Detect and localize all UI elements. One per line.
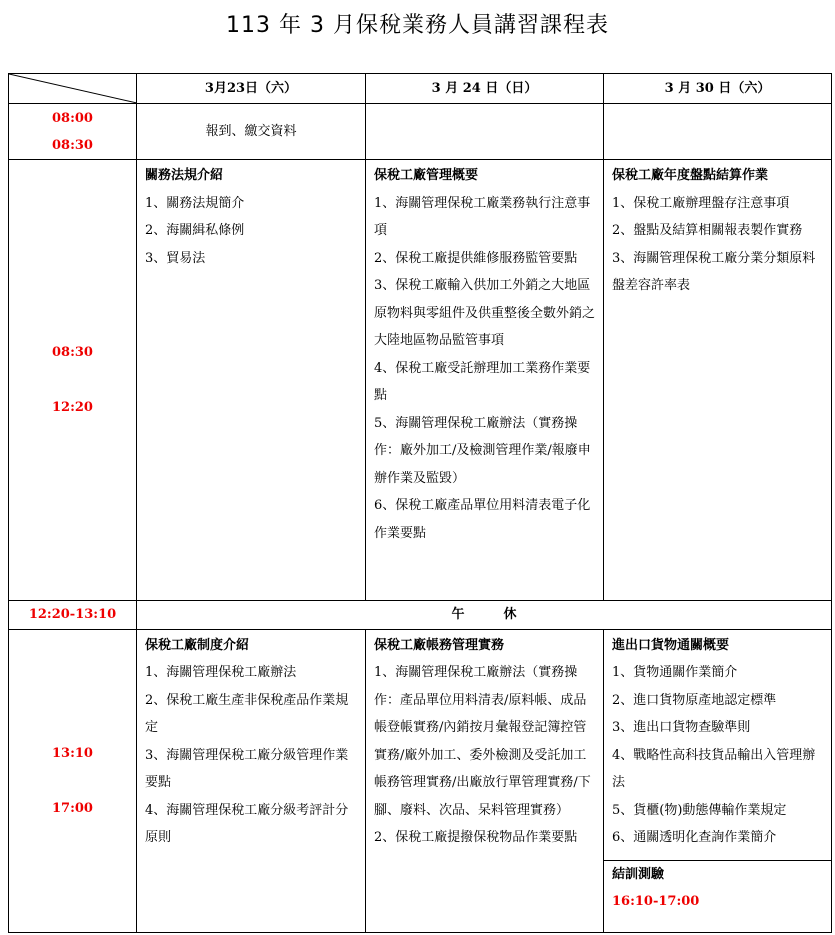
list-item: 1、關務法規簡介	[145, 195, 245, 211]
list-item: 5、貨櫃(物)動態傳輸作業規定	[612, 802, 787, 818]
page-title: 113 年 3 月保稅業務人員講習課程表	[226, 13, 609, 38]
row-register	[9, 104, 832, 160]
time-end: 08:30	[52, 137, 93, 153]
list-item: 6、通關透明化查詢作業簡介	[612, 830, 777, 845]
schedule-table	[8, 73, 832, 933]
time-start: 13:10	[52, 745, 93, 761]
header-day3: 3 月 30 日（六）	[604, 74, 832, 104]
exam-label: 結訓測驗	[612, 866, 665, 882]
session-heading: 保稅工廠制度介紹	[145, 637, 250, 653]
session-heading: 保稅工廠帳務管理實務	[374, 637, 505, 653]
session-heading: 保稅工廠管理概要	[374, 168, 479, 183]
morning-day3	[604, 160, 832, 601]
list-item: 5、海關管理保稅工廠辦法（實務操作：廠外加工/及檢測管理作業/報廢申辦作業及監毀）	[374, 415, 591, 486]
time-lunch: 12:20-13:10	[9, 601, 137, 630]
time-end: 17:00	[52, 800, 93, 816]
session-heading: 進出口貨物通關概要	[612, 637, 730, 653]
corner-cell	[9, 74, 137, 104]
morning-day2	[366, 160, 604, 601]
row-morning	[9, 160, 832, 601]
lunch-cell: 午 休	[137, 601, 832, 630]
exam-block	[604, 860, 831, 916]
list-item: 4、戰略性高科技貨品輸出入管理辦法	[612, 747, 816, 790]
list-item: 4、保稅工廠受託辦理加工業務作業要點	[374, 360, 591, 403]
list-item: 1、保稅工廠辦理盤存注意事項	[612, 195, 790, 211]
list-item: 2、海關緝私條例	[145, 223, 245, 238]
afternoon-day3	[604, 629, 832, 932]
list-item: 1、海關管理保稅工廠業務執行注意事項	[374, 195, 591, 238]
row-afternoon	[9, 629, 832, 932]
exam-time: 16:10-17:00	[612, 894, 700, 909]
header-day2: 3 月 24 日（日）	[366, 74, 604, 104]
empty-cell	[366, 104, 604, 160]
list-item: 2、進口貨物原產地認定標準	[612, 692, 777, 708]
list-item: 3、進出口貨物查驗準則	[612, 720, 751, 735]
row-lunch	[9, 601, 832, 630]
list-item: 3、貿易法	[145, 250, 206, 266]
list-item: 1、海關管理保稅工廠辦法	[145, 665, 297, 680]
list-item: 3、海關管理保稅工廠分業分類原料盤差容許率表	[612, 250, 816, 293]
list-item: 3、海關管理保稅工廠分級管理作業要點	[145, 747, 349, 790]
time-morning	[9, 160, 137, 601]
list-item: 2、保稅工廠生產非保稅產品作業規定	[145, 692, 349, 735]
time-afternoon	[9, 629, 137, 932]
afternoon-day2	[366, 629, 604, 932]
time-register	[9, 104, 137, 160]
register-cell: 報到、繳交資料	[137, 104, 366, 160]
header-row	[9, 74, 832, 104]
time-start: 08:30	[52, 345, 93, 360]
session-heading: 保稅工廠年度盤點結算作業	[612, 168, 769, 183]
time-end: 12:20	[52, 400, 93, 415]
morning-day1	[137, 160, 366, 601]
empty-cell	[604, 104, 832, 160]
list-item: 3、保稅工廠輸入供加工外銷之大地區原物料與零組件及供重整後全數外銷之大陸地區物品監管事項	[374, 278, 596, 348]
header-day1: 3月23日（六）	[137, 74, 366, 104]
list-item: 6、保稅工廠產品單位用料清表電子化作業要點	[374, 498, 591, 541]
list-item: 4、海關管理保稅工廠分級考評計分原則	[145, 802, 349, 845]
list-item: 1、貨物通關作業簡介	[612, 665, 738, 680]
list-item: 2、盤點及結算相關報表製作實務	[612, 223, 803, 238]
list-item: 2、保稅工廠提撥保稅物品作業要點	[374, 830, 578, 845]
time-start: 08:00	[52, 110, 93, 126]
list-item: 2、保稅工廠提供維修服務監管要點	[374, 250, 578, 266]
afternoon-day1	[137, 629, 366, 932]
diagonal-line	[9, 74, 137, 103]
session-heading: 關務法規介紹	[145, 168, 224, 183]
list-item: 1、海關管理保稅工廠辦法（實務操作：產品單位用料清表/原料帳、成品帳登帳實務/內銷按月彙報登記簿控管實務/廠外加工、委外檢測及受託加工帳務管理實務/出廠放行單管理實務/下腳、廢料、次品、呆料管理實務）	[374, 665, 591, 818]
